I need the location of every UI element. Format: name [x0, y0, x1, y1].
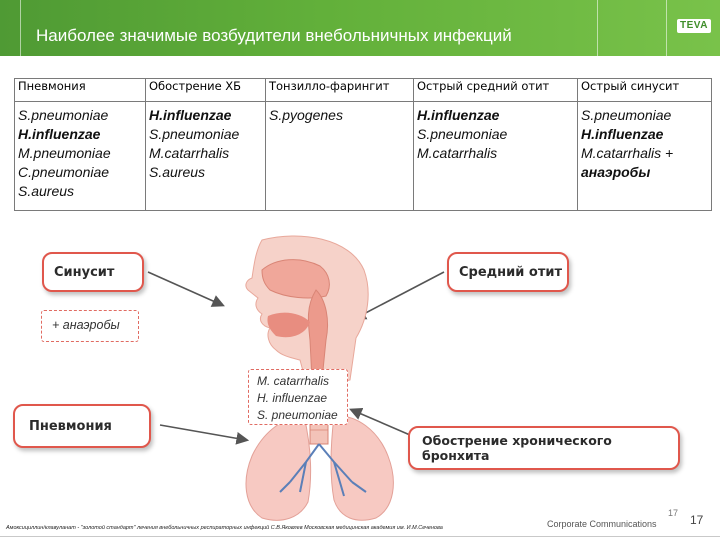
slide-title: Наиболее значимые возбудители внебольничных инфекций	[36, 26, 512, 45]
pathogen-name: H.influenzae	[18, 126, 101, 142]
anaerobes-note-label: + анаэробы	[52, 318, 120, 332]
pathogen-name: H.influenzae	[149, 107, 232, 123]
pathogen-name: S.pneumoniae	[581, 107, 672, 123]
cell-otitis	[414, 102, 578, 211]
anaerobes-note	[41, 310, 139, 342]
col-header-otitis: Острый средний отит	[414, 79, 578, 102]
pathogen-name: C.pneumoniae	[18, 164, 110, 180]
table-header-row	[15, 79, 712, 102]
pathogen-name: M.catarrhalis	[417, 145, 498, 161]
arrow-otitis	[356, 272, 444, 318]
pathogen-name: S.pyogenes	[269, 107, 343, 123]
col-header-pneumonia: Пневмония	[15, 79, 146, 102]
pathogen-name: S.aureus	[18, 183, 75, 199]
callout-bronchitis	[408, 426, 680, 470]
header-divider	[666, 0, 667, 56]
pathogen-name: S.pneumoniae	[149, 126, 240, 142]
corporate-label: Corporate Communications	[547, 519, 657, 529]
page-number-small: 17	[668, 508, 679, 518]
pathogen-item: H. influenzae	[257, 391, 328, 405]
source-citation: Амоксициллин/клавуланат - "золотой стандарт" лечения внебольничных респираторных инфекций С.В.Яковлев Московская медицинская академия им. И.М.Сеченова	[6, 525, 443, 531]
callout-sinusitis	[42, 252, 144, 292]
header-divider	[597, 0, 598, 56]
cell-bronchitis	[146, 102, 266, 211]
pathogen-name: H.influenzae	[417, 107, 500, 123]
footer-divider	[0, 536, 720, 537]
col-header-tonsillopharyngitis: Тонзилло-фарингит	[266, 79, 414, 102]
pathogen-name: S.pneumoniae	[417, 126, 508, 142]
arrow-sinusitis	[148, 272, 222, 305]
pathogen-name: S.aureus	[149, 164, 206, 180]
pathogen-name: H.influenzae	[581, 126, 664, 142]
cell-pneumonia	[15, 102, 146, 211]
header-divider	[20, 0, 21, 56]
callout-otitis	[447, 252, 569, 292]
cell-tonsillopharyngitis	[266, 102, 414, 211]
arrow-pneumonia	[160, 425, 246, 440]
callout-otitis-label: Средний отит	[459, 264, 562, 280]
slide-header	[0, 0, 720, 56]
callout-pneumonia	[13, 404, 151, 448]
logo-text: TEVA	[680, 20, 708, 31]
col-header-sinusitis: Острый синусит	[578, 79, 712, 102]
pathogen-box	[248, 369, 348, 425]
pathogen-item: S. pneumoniae	[257, 408, 338, 422]
pathogen-item: M. catarrhalis	[257, 374, 330, 388]
cell-sinusitis	[578, 102, 712, 211]
callout-sinusitis-label: Синусит	[54, 264, 115, 280]
pathogen-name: M.pneumoniae	[18, 145, 111, 161]
pathogen-name: M.catarrhalis +	[581, 145, 674, 161]
pathogen-name: анаэробы	[581, 164, 651, 180]
callout-bronchitis-label: Обострение хронического бронхита	[422, 433, 612, 463]
page-number: 17	[690, 513, 704, 527]
pathogen-name: M.catarrhalis	[149, 145, 230, 161]
callout-pneumonia-label: Пневмония	[29, 418, 112, 434]
col-header-bronchitis: Обострение ХБ	[146, 79, 266, 102]
head-silhouette	[246, 236, 368, 390]
table-row	[15, 102, 712, 211]
teva-logo	[677, 19, 711, 33]
pathogen-table	[14, 78, 712, 211]
pathogen-name: S.pneumoniae	[18, 107, 109, 123]
